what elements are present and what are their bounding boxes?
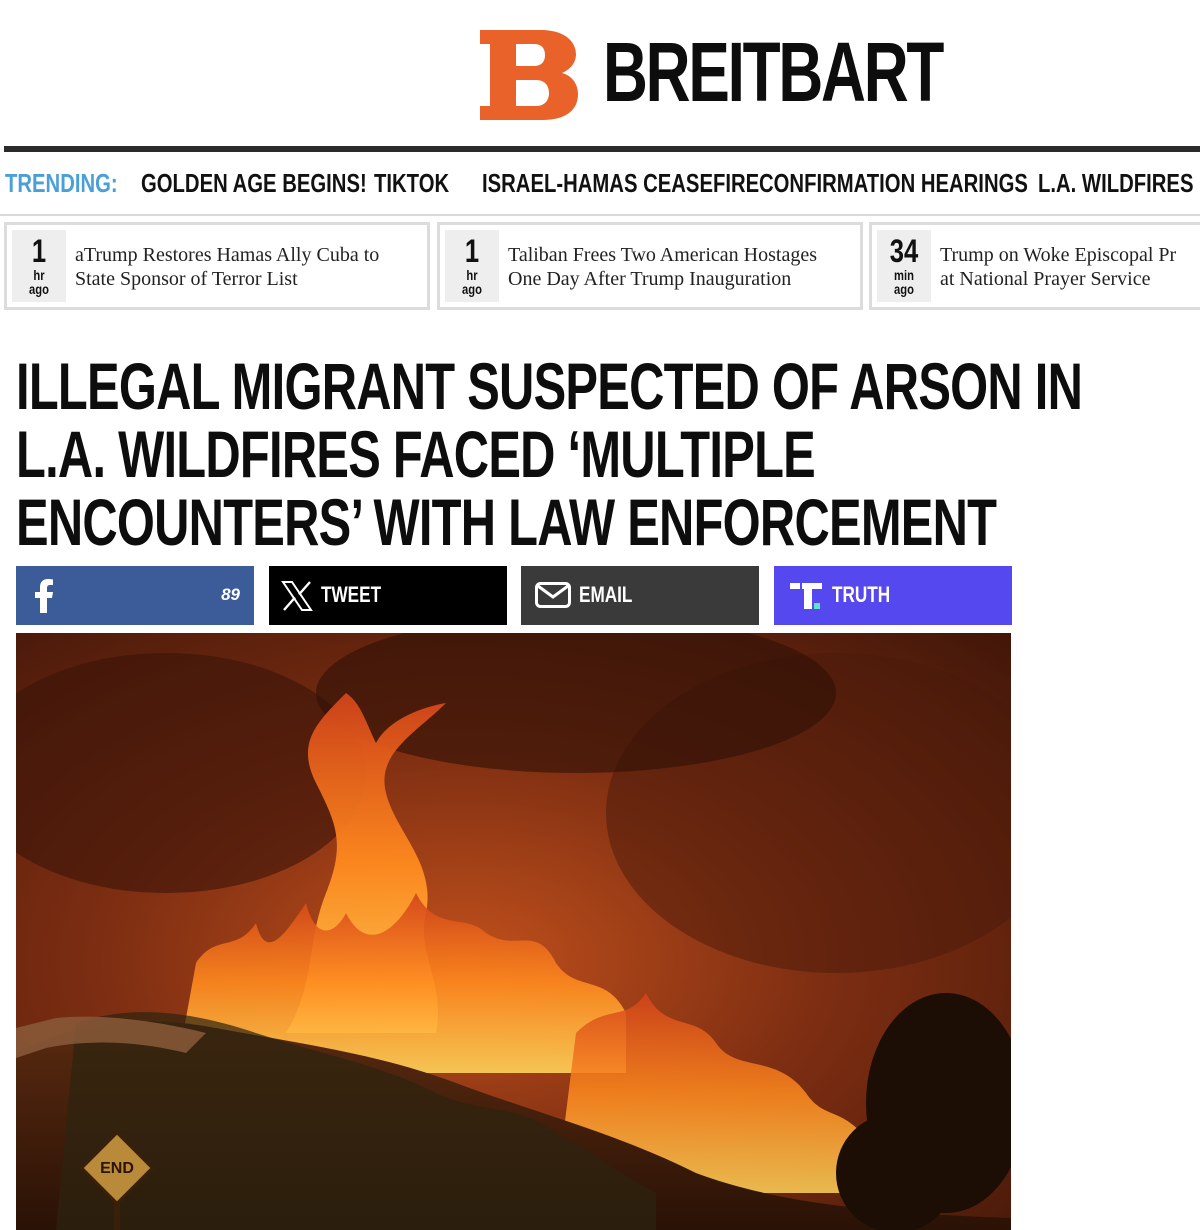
ticker-age-suffix: ago — [894, 281, 914, 297]
ticker-headline-line: Trump on Woke Episcopal Pr — [940, 244, 1177, 266]
truth-social-share-button[interactable] — [774, 566, 1012, 625]
tweet-button[interactable] — [269, 566, 507, 625]
trending-item-la-wildfires[interactable]: L.A. WILDFIRES — [1038, 168, 1194, 198]
truth-social-icon — [790, 581, 824, 611]
ticker-headline-line: at National Prayer Service — [940, 268, 1151, 290]
ticker-headline[interactable] — [508, 243, 817, 291]
ticker-age-number: 1 — [464, 233, 480, 269]
trending-item-tiktok[interactable]: TIKTOK — [374, 168, 450, 198]
article-title — [16, 349, 1083, 559]
ticker-age — [445, 230, 499, 302]
ticker-age-unit: hr — [33, 267, 45, 283]
x-icon — [281, 580, 313, 612]
ticker-age — [12, 230, 66, 302]
ticker-headline-line: State Sponsor of Terror List — [75, 268, 298, 290]
ticker-headline-line: aTrump Restores Hamas Ally Cuba to — [75, 244, 380, 266]
ticker-headline-line: Taliban Frees Two American Hostages — [508, 244, 817, 266]
breitbart-b-logo[interactable] — [478, 30, 580, 120]
article-title-line: ILLEGAL MIGRANT SUSPECTED OF ARSON IN — [16, 349, 1083, 423]
trending-bar — [0, 152, 1200, 216]
hero-image[interactable] — [16, 633, 1011, 1230]
email-icon — [535, 582, 571, 608]
masthead — [0, 0, 1200, 146]
facebook-share-count: 89 — [221, 585, 240, 604]
ticker-age — [877, 230, 931, 302]
facebook-icon — [34, 579, 54, 613]
ticker-age-number: 34 — [889, 233, 919, 269]
news-ticker — [0, 222, 1200, 312]
ticker-age-suffix: ago — [29, 281, 49, 297]
ticker-headline-line: One Day After Trump Inauguration — [508, 268, 792, 290]
ticker-card[interactable] — [4, 222, 430, 310]
ticker-headline[interactable] — [75, 243, 379, 291]
tweet-label: TWEET — [321, 582, 382, 607]
ticker-age-suffix: ago — [462, 281, 482, 297]
ticker-headline[interactable] — [940, 243, 1176, 291]
wildfire-photo — [16, 633, 1011, 1230]
article-title-line: L.A. WILDFIRES FACED ‘MULTIPLE — [16, 417, 816, 491]
trending-item-golden-age[interactable]: GOLDEN AGE BEGINS! — [141, 168, 367, 198]
end-sign-text: END — [100, 1160, 134, 1177]
ticker-card[interactable] — [869, 222, 1200, 310]
trending-label: TRENDING: — [5, 168, 118, 198]
ticker-age-unit: min — [894, 267, 914, 283]
email-label: EMAIL — [579, 582, 633, 607]
truth-label: TRUTH — [832, 582, 891, 607]
ticker-age-number: 1 — [31, 233, 47, 269]
trending-item-ceasefire[interactable]: ISRAEL-HAMAS CEASEFIRE — [482, 168, 760, 198]
trending-item-confirmation-hearings[interactable]: CONFIRMATION HEARINGS — [759, 168, 1028, 198]
site-name[interactable]: BREITBART — [603, 25, 943, 119]
ticker-card[interactable] — [437, 222, 863, 310]
email-share-button[interactable] — [521, 566, 759, 625]
facebook-share-button[interactable] — [16, 566, 254, 625]
article-title-line: ENCOUNTERS’ WITH LAW ENFORCEMENT — [16, 485, 997, 559]
ticker-age-unit: hr — [466, 267, 478, 283]
